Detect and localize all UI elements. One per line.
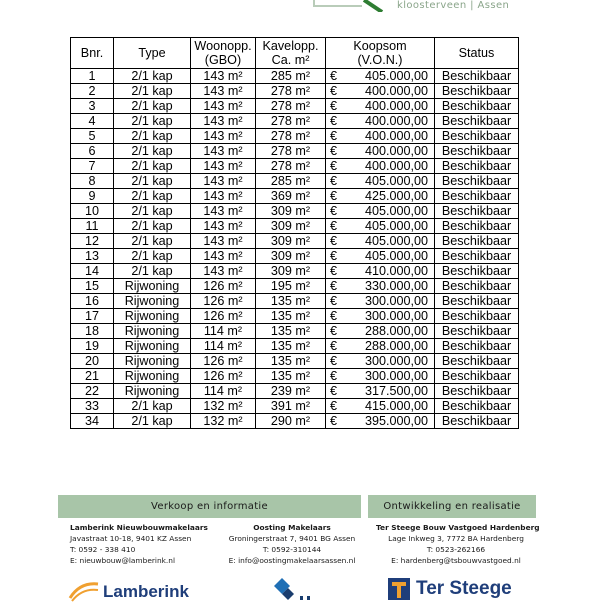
cell-kavelopp: 135 m²	[256, 354, 326, 369]
cell-status: Beschikbaar	[435, 219, 519, 234]
cell-woonopp: 143 m²	[191, 189, 256, 204]
euro-symbol: €	[330, 339, 338, 353]
table-row	[71, 159, 519, 174]
contact-name: Lamberink Nieuwbouwmakelaars	[70, 523, 208, 532]
euro-symbol: €	[330, 234, 338, 248]
cell-woonopp: 143 m²	[191, 264, 256, 279]
cell-kavelopp: 135 m²	[256, 369, 326, 384]
contact-lamberink	[70, 522, 208, 566]
cell-type: 2/1 kap	[114, 264, 191, 279]
price-value: 330.000,00	[364, 279, 428, 293]
cell-woonopp: 126 m²	[191, 354, 256, 369]
table-row	[71, 99, 519, 114]
cell-woonopp: 143 m²	[191, 84, 256, 99]
contact-phone[interactable]: T: 0592 - 338 410	[70, 545, 136, 554]
cell-kavelopp: 285 m²	[256, 69, 326, 84]
cell-bnr: 11	[71, 219, 114, 234]
price-value: 395.000,00	[364, 414, 428, 428]
oosting-logo-icon	[274, 576, 314, 600]
table-row	[71, 324, 519, 339]
price-value: 405.000,00	[364, 249, 428, 263]
cell-status: Beschikbaar	[435, 369, 519, 384]
cell-bnr: 34	[71, 414, 114, 429]
cell-koopsom	[326, 324, 435, 339]
table-row	[71, 129, 519, 144]
cell-status: Beschikbaar	[435, 189, 519, 204]
euro-symbol: €	[330, 84, 338, 98]
cell-kavelopp: 309 m²	[256, 219, 326, 234]
cell-koopsom	[326, 249, 435, 264]
header-type: Type	[114, 38, 191, 69]
cell-woonopp: 143 m²	[191, 114, 256, 129]
cell-woonopp: 114 m²	[191, 339, 256, 354]
price-value: 300.000,00	[364, 309, 428, 323]
cell-koopsom	[326, 219, 435, 234]
contact-email[interactable]: E: hardenberg@tsbouwvastgoed.nl	[391, 556, 521, 565]
header-logo-text: kloosterveen | Assen	[397, 0, 510, 11]
cell-kavelopp: 278 m²	[256, 114, 326, 129]
table-row	[71, 339, 519, 354]
cell-koopsom	[326, 159, 435, 174]
euro-symbol: €	[330, 189, 338, 203]
contact-ter-steege	[376, 522, 540, 566]
euro-symbol: €	[330, 114, 338, 128]
contact-address: Lage Inkweg 3, 7772 BA Hardenberg	[388, 534, 524, 543]
cell-status: Beschikbaar	[435, 324, 519, 339]
price-value: 410.000,00	[364, 264, 428, 278]
development-bar: Ontwikkeling en realisatie	[368, 495, 536, 518]
cell-bnr: 3	[71, 99, 114, 114]
cell-type: Rijwoning	[114, 279, 191, 294]
cell-koopsom	[326, 399, 435, 414]
euro-symbol: €	[330, 354, 338, 368]
table-row	[71, 144, 519, 159]
cell-status: Beschikbaar	[435, 249, 519, 264]
price-value: 400.000,00	[364, 144, 428, 158]
contact-address: Groningerstraat 7, 9401 BG Assen	[228, 534, 356, 543]
price-value: 400.000,00	[364, 84, 428, 98]
cell-woonopp: 143 m²	[191, 249, 256, 264]
cell-koopsom	[326, 264, 435, 279]
cell-woonopp: 126 m²	[191, 309, 256, 324]
cell-status: Beschikbaar	[435, 294, 519, 309]
euro-symbol: €	[330, 159, 338, 173]
cell-type: Rijwoning	[114, 369, 191, 384]
cell-type: Rijwoning	[114, 354, 191, 369]
cell-type: Rijwoning	[114, 309, 191, 324]
cell-bnr: 2	[71, 84, 114, 99]
cell-woonopp: 126 m²	[191, 369, 256, 384]
cell-type: 2/1 kap	[114, 159, 191, 174]
lamberink-logo-word: Lamberink	[103, 582, 189, 601]
cell-status: Beschikbaar	[435, 309, 519, 324]
cell-woonopp: 132 m²	[191, 399, 256, 414]
cell-woonopp: 143 m²	[191, 129, 256, 144]
price-value: 405.000,00	[364, 204, 428, 218]
cell-woonopp: 126 m²	[191, 279, 256, 294]
cell-status: Beschikbaar	[435, 204, 519, 219]
table-row	[71, 249, 519, 264]
table-row	[71, 219, 519, 234]
cell-koopsom	[326, 129, 435, 144]
cell-status: Beschikbaar	[435, 99, 519, 114]
euro-symbol: €	[330, 324, 338, 338]
euro-symbol: €	[330, 204, 338, 218]
cell-bnr: 15	[71, 279, 114, 294]
cell-status: Beschikbaar	[435, 159, 519, 174]
cell-status: Beschikbaar	[435, 144, 519, 159]
cell-bnr: 18	[71, 324, 114, 339]
euro-symbol: €	[330, 264, 338, 278]
cell-status: Beschikbaar	[435, 234, 519, 249]
contact-name: Ter Steege Bouw Vastgoed Hardenberg	[376, 523, 540, 532]
lamberink-logo	[68, 580, 193, 602]
cell-type: 2/1 kap	[114, 174, 191, 189]
table-row	[71, 264, 519, 279]
cell-koopsom	[326, 114, 435, 129]
cell-bnr: 1	[71, 69, 114, 84]
cell-bnr: 13	[71, 249, 114, 264]
cell-kavelopp: 309 m²	[256, 249, 326, 264]
cell-status: Beschikbaar	[435, 69, 519, 84]
cell-koopsom	[326, 204, 435, 219]
table-row	[71, 69, 519, 84]
price-value: 288.000,00	[364, 339, 428, 353]
cell-bnr: 12	[71, 234, 114, 249]
cell-woonopp: 126 m²	[191, 294, 256, 309]
cell-bnr: 21	[71, 369, 114, 384]
cell-woonopp: 143 m²	[191, 174, 256, 189]
cell-bnr: 10	[71, 204, 114, 219]
euro-symbol: €	[330, 369, 338, 383]
cell-type: 2/1 kap	[114, 234, 191, 249]
table-row	[71, 294, 519, 309]
cell-type: 2/1 kap	[114, 414, 191, 429]
cell-type: 2/1 kap	[114, 189, 191, 204]
price-value: 400.000,00	[364, 99, 428, 113]
price-value: 400.000,00	[364, 114, 428, 128]
cell-koopsom	[326, 234, 435, 249]
table-row	[71, 369, 519, 384]
euro-symbol: €	[330, 99, 338, 113]
cell-woonopp: 143 m²	[191, 144, 256, 159]
euro-symbol: €	[330, 219, 338, 233]
header-status: Status	[435, 38, 519, 69]
cell-koopsom	[326, 174, 435, 189]
price-value: 405.000,00	[364, 69, 428, 83]
cell-bnr: 6	[71, 144, 114, 159]
cell-type: Rijwoning	[114, 339, 191, 354]
cell-bnr: 4	[71, 114, 114, 129]
cell-bnr: 16	[71, 294, 114, 309]
cell-kavelopp: 369 m²	[256, 189, 326, 204]
cell-bnr: 14	[71, 264, 114, 279]
cell-bnr: 5	[71, 129, 114, 144]
cell-kavelopp: 135 m²	[256, 294, 326, 309]
price-value: 405.000,00	[364, 234, 428, 248]
table-row	[71, 114, 519, 129]
euro-symbol: €	[330, 144, 338, 158]
cell-bnr: 22	[71, 384, 114, 399]
contact-email[interactable]: E: info@oostingmakelaarsassen.nl	[228, 556, 356, 565]
euro-symbol: €	[330, 249, 338, 263]
cell-koopsom	[326, 354, 435, 369]
cell-status: Beschikbaar	[435, 354, 519, 369]
table-row	[71, 189, 519, 204]
cell-kavelopp: 135 m²	[256, 324, 326, 339]
table-row	[71, 414, 519, 429]
cell-type: 2/1 kap	[114, 249, 191, 264]
cell-koopsom	[326, 84, 435, 99]
table-row	[71, 234, 519, 249]
price-value: 300.000,00	[364, 354, 428, 368]
header-logo	[305, 0, 595, 16]
euro-symbol: €	[330, 279, 338, 293]
cell-kavelopp: 391 m²	[256, 399, 326, 414]
contact-name: Oosting Makelaars	[253, 523, 331, 532]
cell-status: Beschikbaar	[435, 129, 519, 144]
euro-symbol: €	[330, 69, 338, 83]
cell-kavelopp: 309 m²	[256, 204, 326, 219]
cell-bnr: 33	[71, 399, 114, 414]
cell-status: Beschikbaar	[435, 384, 519, 399]
cell-koopsom	[326, 339, 435, 354]
price-value: 405.000,00	[364, 219, 428, 233]
cell-woonopp: 143 m²	[191, 159, 256, 174]
cell-status: Beschikbaar	[435, 264, 519, 279]
header-kavelopp: Kavelopp. Ca. m²	[256, 38, 326, 69]
cell-kavelopp: 278 m²	[256, 144, 326, 159]
cell-status: Beschikbaar	[435, 414, 519, 429]
table-row	[71, 399, 519, 414]
cell-bnr: 17	[71, 309, 114, 324]
cell-woonopp: 143 m²	[191, 99, 256, 114]
cell-woonopp: 114 m²	[191, 384, 256, 399]
cell-kavelopp: 278 m²	[256, 84, 326, 99]
header-bnr: Bnr.	[71, 38, 114, 69]
euro-symbol: €	[330, 414, 338, 428]
cell-status: Beschikbaar	[435, 174, 519, 189]
price-value: 300.000,00	[364, 294, 428, 308]
lots-table	[70, 37, 519, 429]
cell-koopsom	[326, 69, 435, 84]
cell-type: 2/1 kap	[114, 114, 191, 129]
cell-koopsom	[326, 99, 435, 114]
cell-type: 2/1 kap	[114, 219, 191, 234]
contact-email[interactable]: E: nieuwbouw@lamberink.nl	[70, 556, 176, 565]
euro-symbol: €	[330, 174, 338, 188]
lots-table-body	[71, 69, 519, 429]
cell-kavelopp: 278 m²	[256, 159, 326, 174]
oosting-logo	[274, 576, 314, 600]
sales-info-bar: Verkoop en informatie	[58, 495, 361, 518]
cell-type: 2/1 kap	[114, 399, 191, 414]
price-value: 288.000,00	[364, 324, 428, 338]
table-row	[71, 204, 519, 219]
cell-bnr: 9	[71, 189, 114, 204]
table-row	[71, 174, 519, 189]
euro-symbol: €	[330, 129, 338, 143]
cell-koopsom	[326, 189, 435, 204]
price-value: 400.000,00	[364, 129, 428, 143]
cell-woonopp: 143 m²	[191, 219, 256, 234]
cell-type: 2/1 kap	[114, 144, 191, 159]
cell-kavelopp: 309 m²	[256, 234, 326, 249]
table-row	[71, 84, 519, 99]
cell-bnr: 20	[71, 354, 114, 369]
cell-bnr: 7	[71, 159, 114, 174]
cell-kavelopp: 285 m²	[256, 174, 326, 189]
cell-type: 2/1 kap	[114, 129, 191, 144]
price-value: 415.000,00	[364, 399, 428, 413]
cell-koopsom	[326, 279, 435, 294]
ter-steege-mark-icon	[388, 578, 412, 600]
cell-koopsom	[326, 384, 435, 399]
header-koopsom: Koopsom (V.O.N.)	[326, 38, 435, 69]
cell-woonopp: 114 m²	[191, 324, 256, 339]
cell-type: 2/1 kap	[114, 99, 191, 114]
cell-status: Beschikbaar	[435, 399, 519, 414]
contact-phone[interactable]: T: 0592-310144	[262, 545, 322, 554]
cell-woonopp: 143 m²	[191, 234, 256, 249]
euro-symbol: €	[330, 309, 338, 323]
cell-type: 2/1 kap	[114, 69, 191, 84]
cell-type: 2/1 kap	[114, 84, 191, 99]
euro-symbol: €	[330, 384, 338, 398]
cell-kavelopp: 135 m²	[256, 339, 326, 354]
cell-kavelopp: 195 m²	[256, 279, 326, 294]
cell-status: Beschikbaar	[435, 84, 519, 99]
euro-symbol: €	[330, 399, 338, 413]
cell-koopsom	[326, 144, 435, 159]
table-header-row	[71, 38, 519, 69]
cell-kavelopp: 135 m²	[256, 309, 326, 324]
cell-koopsom	[326, 414, 435, 429]
price-value: 405.000,00	[364, 174, 428, 188]
cell-woonopp: 132 m²	[191, 414, 256, 429]
table-row	[71, 384, 519, 399]
cell-status: Beschikbaar	[435, 114, 519, 129]
cell-woonopp: 143 m²	[191, 204, 256, 219]
table-row	[71, 354, 519, 369]
kloosterveen-logo-icon	[312, 0, 388, 12]
cell-kavelopp: 278 m²	[256, 129, 326, 144]
cell-type: Rijwoning	[114, 324, 191, 339]
cell-koopsom	[326, 294, 435, 309]
table-row	[71, 309, 519, 324]
header-woonopp: Woonopp. (GBO)	[191, 38, 256, 69]
cell-status: Beschikbaar	[435, 339, 519, 354]
cell-type: Rijwoning	[114, 384, 191, 399]
cell-type: Rijwoning	[114, 294, 191, 309]
price-value: 425.000,00	[364, 189, 428, 203]
cell-type: 2/1 kap	[114, 204, 191, 219]
contact-address: Javastraat 10-18, 9401 KZ Assen	[70, 534, 192, 543]
cell-kavelopp: 309 m²	[256, 264, 326, 279]
ter-steege-logo-word: Ter Steege	[416, 578, 512, 599]
ter-steege-logo	[388, 578, 528, 600]
price-value: 300.000,00	[364, 369, 428, 383]
contact-oosting	[222, 522, 362, 566]
cell-woonopp: 143 m²	[191, 69, 256, 84]
cell-status: Beschikbaar	[435, 279, 519, 294]
contact-phone[interactable]: T: 0523-262166	[426, 545, 486, 554]
table-row	[71, 279, 519, 294]
euro-symbol: €	[330, 294, 338, 308]
cell-koopsom	[326, 369, 435, 384]
cell-kavelopp: 290 m²	[256, 414, 326, 429]
cell-bnr: 8	[71, 174, 114, 189]
price-value: 317.500,00	[364, 384, 428, 398]
price-value: 400.000,00	[364, 159, 428, 173]
cell-koopsom	[326, 309, 435, 324]
cell-bnr: 19	[71, 339, 114, 354]
cell-kavelopp: 278 m²	[256, 99, 326, 114]
lamberink-swoosh-icon	[68, 580, 100, 602]
cell-kavelopp: 239 m²	[256, 384, 326, 399]
